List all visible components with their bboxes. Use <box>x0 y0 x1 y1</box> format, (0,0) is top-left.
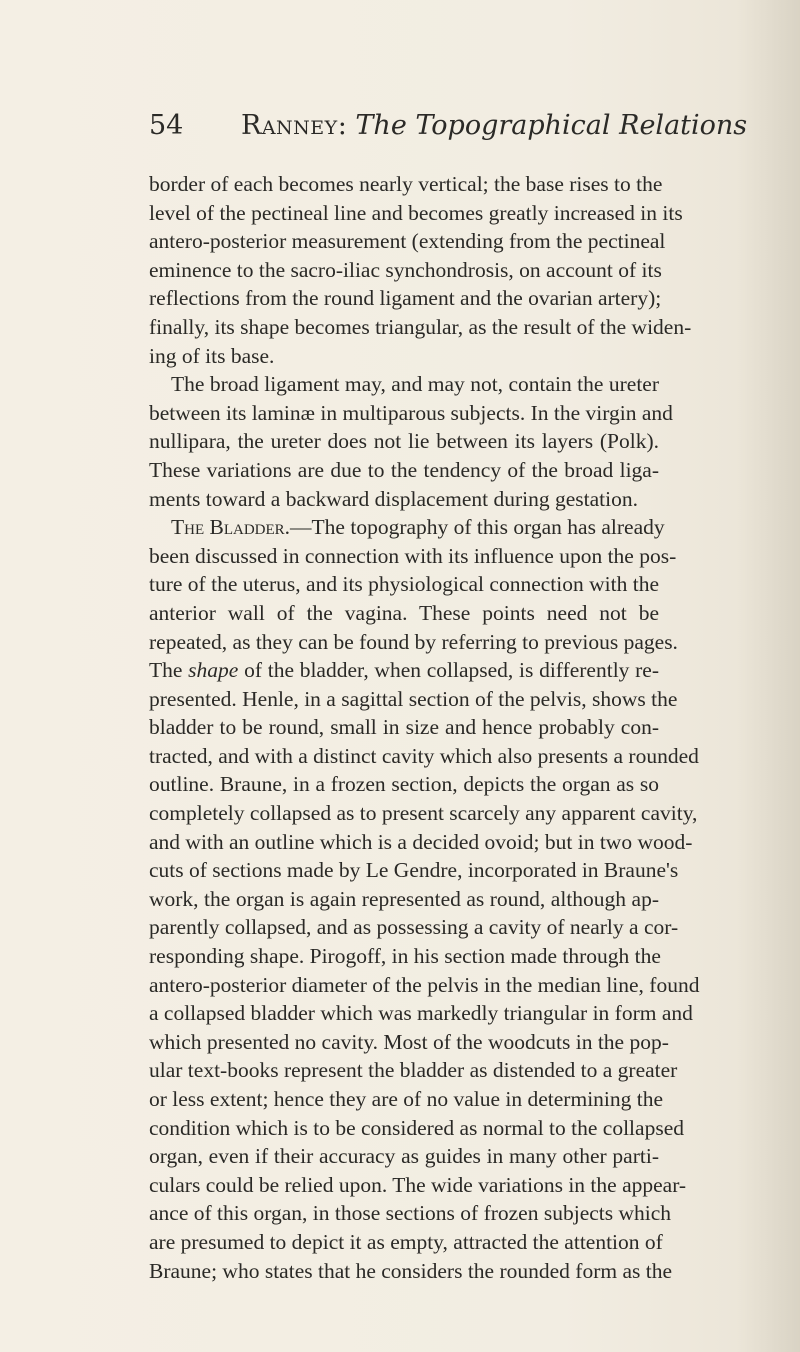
text-line: anterior wall of the vagina. These points need not be <box>149 600 659 625</box>
author-name: Ranney <box>241 110 338 141</box>
text-line: outline. Braune, in a frozen section, depicts the organ as so <box>149 772 659 797</box>
text-line: ing of its base. <box>149 343 275 368</box>
text-line: reflections from the round ligament and the ovarian artery); <box>149 286 662 311</box>
text-run: of the bladder, when collapsed, is differently re- <box>244 658 660 683</box>
book-title: The Topographical Relations <box>355 110 748 141</box>
text-line: finally, its shape becomes triangular, as the result of the widen- <box>149 314 692 339</box>
text-line: These variations are due to the tendency of the broad liga- <box>149 457 659 482</box>
text-line: condition which is to be considered as normal to the collapsed <box>149 1115 684 1140</box>
text-line: work, the organ is again represented as round, although ap- <box>149 886 659 911</box>
text-line: are presumed to depict it as empty, attracted the attention of <box>149 1229 663 1254</box>
text-line: bladder to be round, small in size and hence probably con- <box>149 715 659 740</box>
text-line: which presented no cavity. Most of the woodcuts in the pop- <box>149 1029 669 1054</box>
text-line: antero-posterior diameter of the pelvis in the median line, found <box>149 972 700 997</box>
text-line: been discussed in connection with its influence upon the pos- <box>149 543 677 568</box>
text-line: ular text-books represent the bladder as distended to a greater <box>149 1058 678 1083</box>
text-line: antero-posterior measurement (extending from the pectineal <box>149 229 666 254</box>
text-line: parently collapsed, and as possessing a cavity of nearly a cor- <box>149 915 679 940</box>
text-line: Braune; who states that he considers the rounded form as the <box>149 1258 673 1283</box>
text-line: culars could be relied upon. The wide variations in the appear- <box>149 1172 687 1197</box>
text-line: ture of the uterus, and its physiological connection with the <box>149 572 659 597</box>
text-line: responding shape. Pirogoff, in his section made through the <box>149 944 661 969</box>
running-header <box>149 110 748 150</box>
text-line: tracted, and with a distinct cavity which also presents a rounded <box>149 743 699 768</box>
text-line: between its laminæ in multiparous subjects. In the virgin and <box>149 400 673 425</box>
text-line: ments toward a backward displacement during gestation. <box>149 486 638 511</box>
text-line: The broad ligament may, and may not, contain the ureter <box>171 372 659 397</box>
text-line: ance of this organ, in those sections of frozen subjects which <box>149 1201 672 1226</box>
text-line <box>149 656 659 685</box>
text-run: —The topography of this organ has already <box>290 515 665 540</box>
body-text <box>149 170 700 1285</box>
text-line: nullipara, the ureter does not lie between its layers (Polk). <box>149 429 659 454</box>
text-line: and with an outline which is a decided ovoid; but in two wood- <box>149 829 693 854</box>
header-separator: : <box>337 110 347 141</box>
running-title <box>241 110 747 141</box>
italic-term: shape <box>188 658 239 683</box>
text-line <box>149 513 665 542</box>
text-line: a collapsed bladder which was markedly triangular in form and <box>149 1001 693 1026</box>
text-line: completely collapsed as to present scarcely any apparent cavity, <box>149 801 698 826</box>
text-line: border of each becomes nearly vertical; the base rises to the <box>149 172 663 196</box>
page-number: 54 <box>149 110 184 141</box>
section-heading: The Bladder. <box>171 515 291 540</box>
text-line: presented. Henle, in a sagittal section of the pelvis, shows the <box>149 686 678 711</box>
text-line: organ, even if their accuracy as guides in many other parti- <box>149 1144 659 1169</box>
text-line: repeated, as they can be found by referring to previous pages. <box>149 629 678 654</box>
text-line: cuts of sections made by Le Gendre, incorporated in Braune's <box>149 858 679 883</box>
text-run: The <box>149 658 183 683</box>
text-line: or less extent; hence they are of no value in determining the <box>149 1087 664 1111</box>
text-line: eminence to the sacro-iliac synchondrosis, on account of its <box>149 257 662 282</box>
text-line: level of the pectineal line and becomes greatly increased in its <box>149 200 683 225</box>
